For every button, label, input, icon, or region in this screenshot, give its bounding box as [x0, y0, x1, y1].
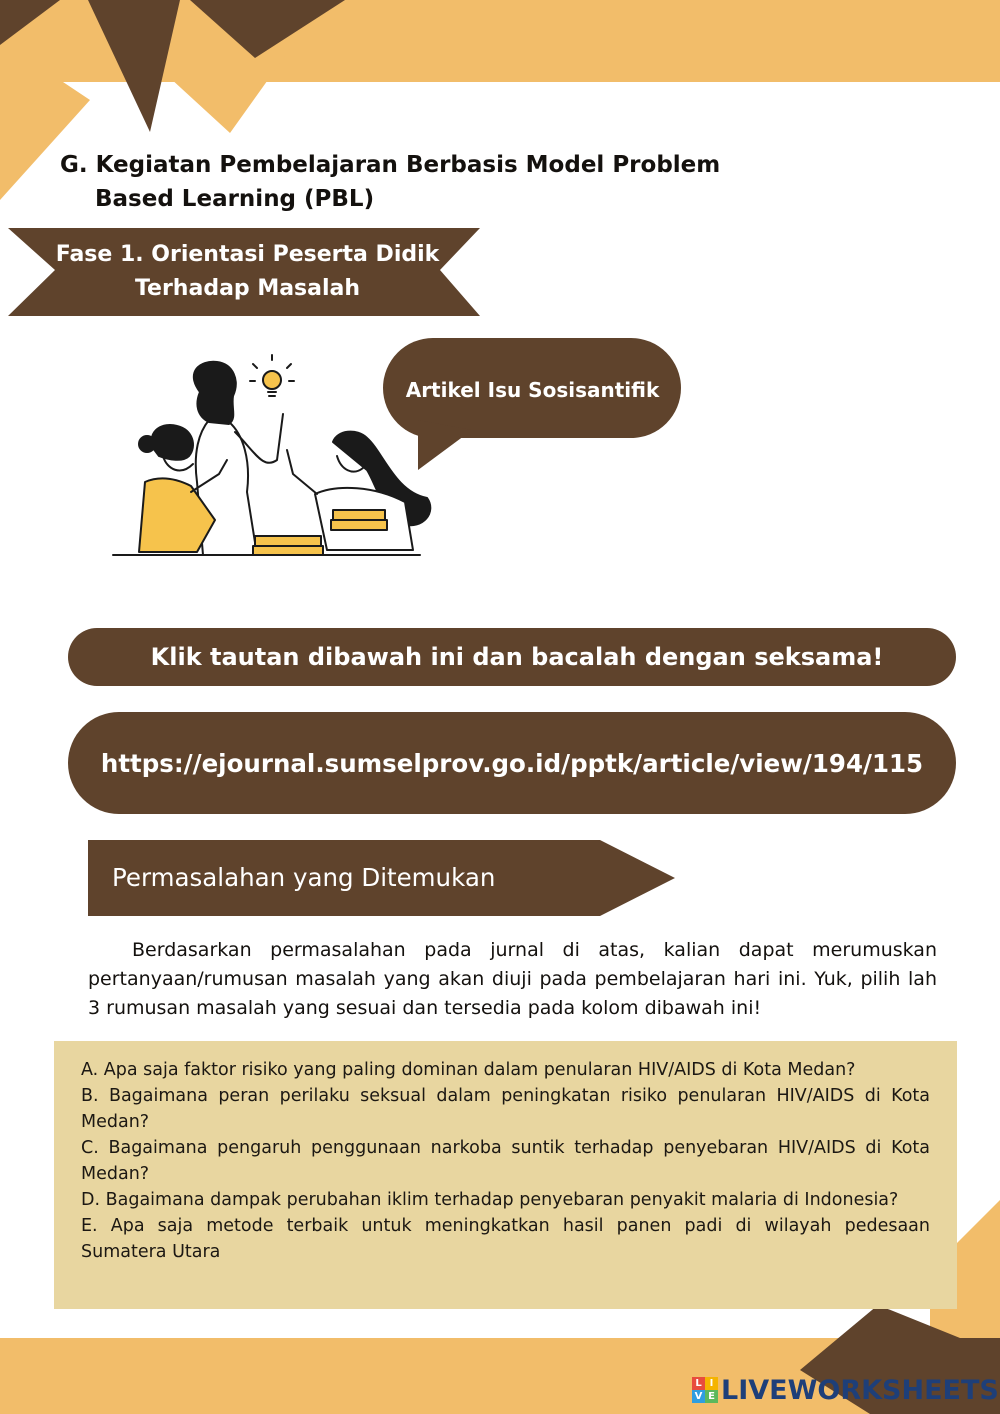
- option-c[interactable]: C. Bagaimana pengaruh penggunaan narkoba suntik terhadap penyebaran HIV/AIDS di Kota Medan?: [81, 1138, 930, 1184]
- page-title: [60, 148, 760, 216]
- option-b[interactable]: B. Bagaimana peran perilaku seksual dalam peningkatan risiko penularan HIV/AIDS di Kota Medan?: [81, 1086, 930, 1132]
- option-d[interactable]: D. Bagaimana dampak perubahan iklim terhadap penyebaran penyakit malaria di Indonesia?: [81, 1190, 899, 1210]
- article-link[interactable]: [68, 712, 956, 814]
- section-label: Permasalahan yang Ditemukan: [112, 863, 496, 892]
- instruction-paragraph: [88, 936, 937, 1023]
- instruction-text: Klik tautan dibawah ini dan bacalah dengan seksama!: [150, 643, 884, 671]
- liveworksheets-logo: [692, 1370, 999, 1410]
- phase-banner: [40, 238, 455, 306]
- badge-letter-v: V: [692, 1390, 705, 1403]
- phase-banner-line-2: Terhadap Masalah: [134, 276, 361, 301]
- badge-letter-l: L: [692, 1377, 705, 1390]
- page-title-line-1: G. Kegiatan Pembelajaran Berbasis Model Problem: [60, 152, 721, 178]
- option-e[interactable]: E. Apa saja metode terbaik untuk meningkatkan hasil panen padi di wilayah pedesaan Sumatera Utara: [81, 1216, 930, 1262]
- phase-banner-line-1: Fase 1. Orientasi Peserta Didik: [55, 242, 440, 267]
- article-link-url[interactable]: https://ejournal.sumselprov.go.id/pptk/article/view/194/115: [100, 748, 924, 778]
- speech-bubble-label: Artikel Isu Sosisantifik: [405, 378, 660, 402]
- badge-letter-i: I: [705, 1377, 718, 1390]
- problem-options-box: [54, 1041, 957, 1309]
- liveworksheets-badge-icon: [692, 1377, 718, 1403]
- option-a[interactable]: A. Apa saja faktor risiko yang paling dominan dalam penularan HIV/AIDS di Kota Medan?: [81, 1060, 856, 1080]
- liveworksheets-wordmark: LIVEWORKSHEETS: [721, 1374, 999, 1406]
- instruction-banner: [68, 628, 956, 686]
- badge-letter-e: E: [705, 1390, 718, 1403]
- instruction-paragraph-text: Berdasarkan permasalahan pada jurnal di atas, kalian dapat merumuskan pertanyaan/rumusan masalah yang akan diuji pada pembelajaran hari ini. Yuk, pilih lah 3 rumusan masalah yang sesuai dan tersedia pada kolom dibawah ini!: [88, 939, 937, 1019]
- page-title-line-2: Based Learning (PBL): [95, 186, 375, 212]
